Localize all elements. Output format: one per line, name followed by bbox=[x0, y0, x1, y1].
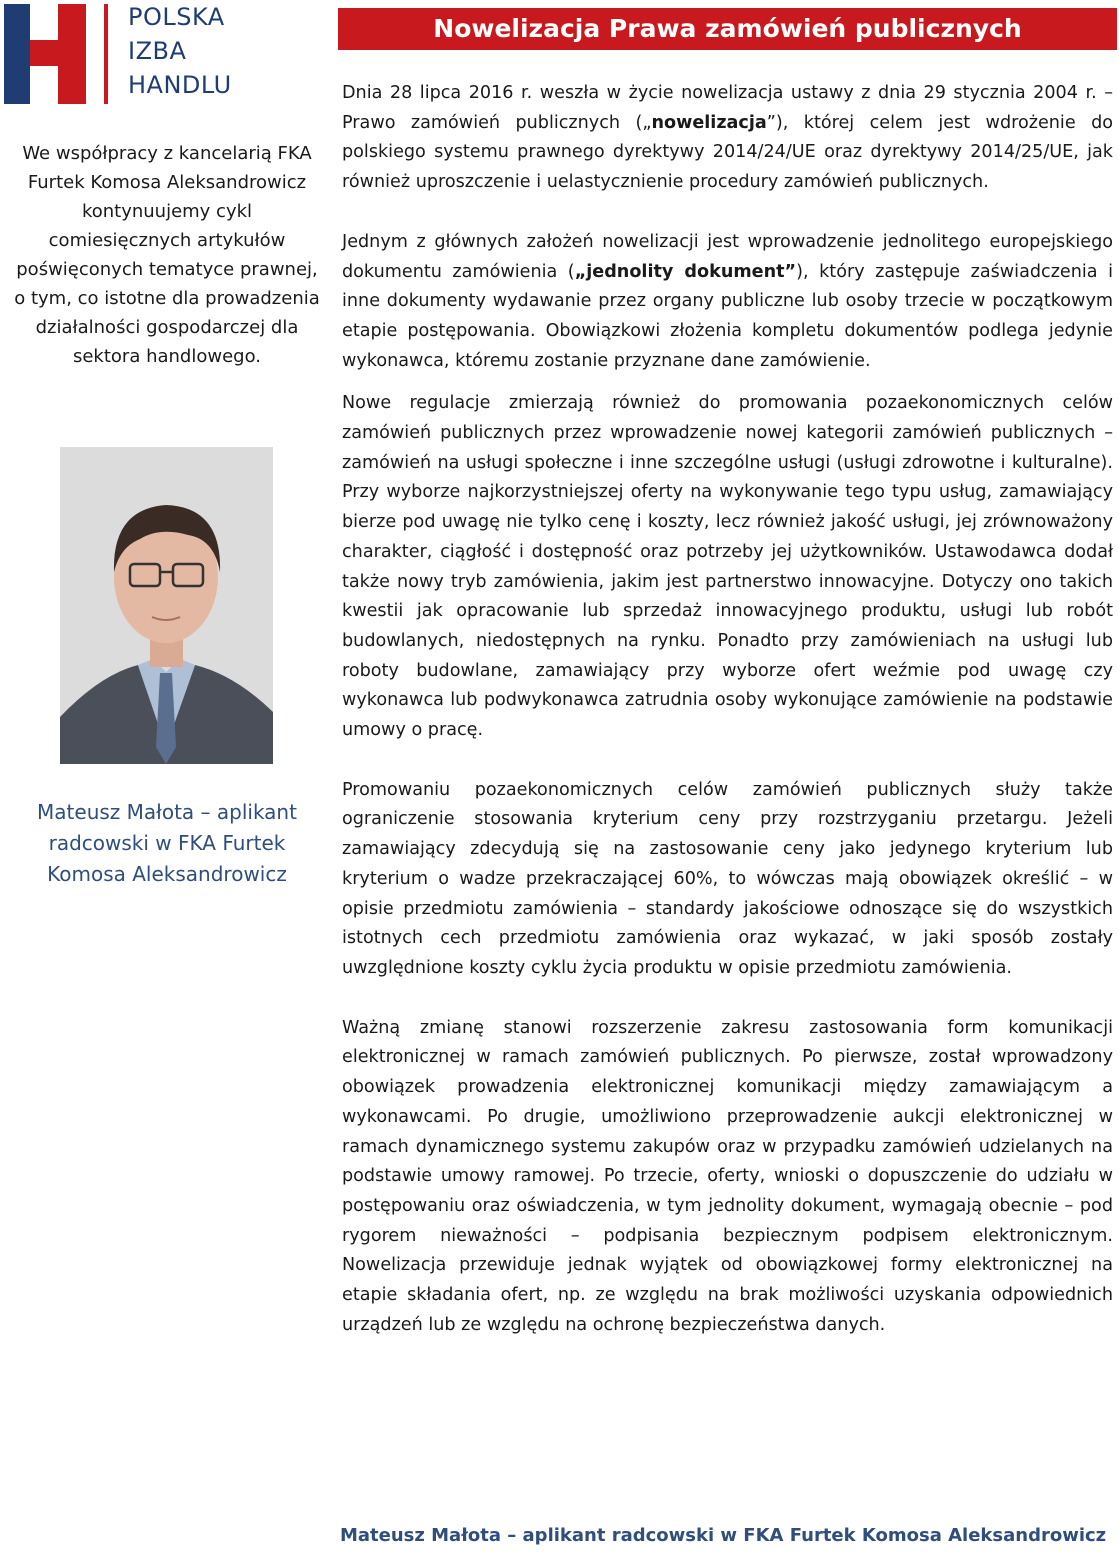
author-photo bbox=[60, 447, 273, 764]
author-signature: Mateusz Małota – aplikant radcowski w FKA Furtek Komosa Aleksandrowicz bbox=[340, 1525, 1107, 1546]
paragraph-5: Ważną zmianę stanowi rozszerzenie zakresu zastosowania form komunikacji elektronicznej w ramach zamówień publicznych. Po pierwsze, został wprowadzony obowiązek prowadzenia elektronicznej komunikacji między zamawiającym a wykonawcami. Po drugie, umożliwiono przeprowadzenie aukcji elektronicznej w ramach dynamicznego systemu zakupów oraz w przypadku zamówień udzielanych na podstawie umowy ramowej. Po trzecie, oferty, wnioski o dopuszczenie do udziału w postępowaniu oraz oświadczenia, w tym jednolity dokument, wymagają obecnie – pod rygorem nieważności – podpisania bezpiecznym podpisem elektronicznym. Nowelizacja przewiduje jednak wyjątek od obowiązkowej formy elektronicznej na etapie składania ofert, np. ze względu na brak możliwości uzyskania odpowiednich urządzeń lub ze względu na ochronę bezpieczeństwa danych. bbox=[342, 1017, 1113, 1335]
paragraph-1-text-b: ”), której celem jest wdrożenie do polskiego systemu prawnego dyrektywy 2014/24/UE oraz dyrektywy 2014/25/UE, jak również uproszczenie i uelastycznienie procedury zamówień publicznych. bbox=[342, 112, 1113, 193]
paragraph-1 bbox=[342, 79, 1113, 198]
logo-line-2: IZBA bbox=[128, 37, 187, 65]
pih-logo-mark bbox=[0, 0, 112, 106]
photo-caption: Mateusz Małota – aplikant radcowski w FKA Furtek Komosa Aleksandrowicz bbox=[37, 800, 297, 886]
paragraph-2-bold: „jednolity dokument” bbox=[574, 261, 797, 282]
paragraph-3: Nowe regulacje zmierzają również do promowania pozaekonomicznych celów zamówień publicznych przez wprowadzenie nowej kategorii zamówień publicznych – zamówień na usługi społeczne i inne szczególne usługi (usługi zdrowotne i kulturalne). Przy wyborze najkorzystniejszej oferty na wykonywanie tego typu usług, zamawiający bierze pod uwagę nie tylko cenę i koszty, lecz również jakość usługi, jej zrównoważony charakter, ciągłość i dostępność oraz potrzeby jej użytkowników. Ustawodawca dodał także nowy tryb zamówienia, jakim jest partnerstwo innowacyjne. Dotyczy ono takich kwestii jak opracowanie lub sprzedaż innowacyjnego produktu, usługi lub robót budowlanych, niedostępnych na rynku. Ponadto przy zamówieniach na usługi lub roboty budowlane, zamawiający przy wyborze ofert weźmie pod uwagę czy wykonawca lub podwykonawca zatrudnia osoby wykonujące zamówienie na podstawie umowy o pracę. bbox=[342, 393, 1113, 741]
sidebar-intro: We współpracy z kancelarią FKA Furtek Komosa Aleksandrowicz kontynuujemy cykl comiesięcznych artykułów poświęconych tematyce prawnej, o tym, co istotne dla prowadzenia działalności gospodarczej dla sektora handlowego. bbox=[14, 143, 320, 367]
article-body bbox=[342, 79, 1113, 1370]
paragraph-2-text-b: ), który zastępuje zaświadczenia i inne dokumenty wydawanie przez organy publiczne lub osoby trzecie w początkowym etapie postępowania. Obowiązkowi złożenia kompletu dokumentów podlega jedynie wykonawca, któremu zostanie przyznane dane zamówienie. bbox=[342, 261, 1114, 371]
pih-logo bbox=[0, 0, 320, 110]
logo-line-3: HANDLU bbox=[128, 71, 232, 99]
paragraph-4: Promowaniu pozaekonomicznych celów zamówień publicznych służy także ograniczenie stosowania kryterium ceny przy rozstrzyganiu przetargu. Jeżeli zamawiający zdecydują się na zastosowanie ceny jako jedynego kryterium lub kryterium o wadze przekraczającej 60%, to wówczas mają obowiązek określić – w opisie przedmiotu zamówienia – standardy jakościowe odnoszące się do wszystkich istotnych cech przedmiotu zamówienia oraz wykazać, w jaki sposób zostały uwzględnione koszty cyklu życia produktu w opisie przedmiotu zamówienia. bbox=[342, 779, 1113, 978]
paragraph-2-text-a: Jednym z głównych założeń nowelizacji jest wprowadzenie jednolitego europejskiego dokumentu zamówienia ( bbox=[342, 231, 1113, 282]
article-title: Nowelizacja Prawa zamówień publicznych bbox=[338, 8, 1117, 50]
logo-line-1: POLSKA bbox=[128, 3, 225, 31]
paragraph-1-bold: nowelizacja bbox=[651, 112, 767, 133]
paragraph-2 bbox=[342, 228, 1113, 377]
paragraph-1-text-a: Dnia 28 lipca 2016 r. weszła w życie nowelizacja ustawy z dnia 29 stycznia 2004 r. – Prawo zamówień publicznych („ bbox=[342, 83, 1113, 133]
logo-wordmark bbox=[128, 0, 232, 102]
